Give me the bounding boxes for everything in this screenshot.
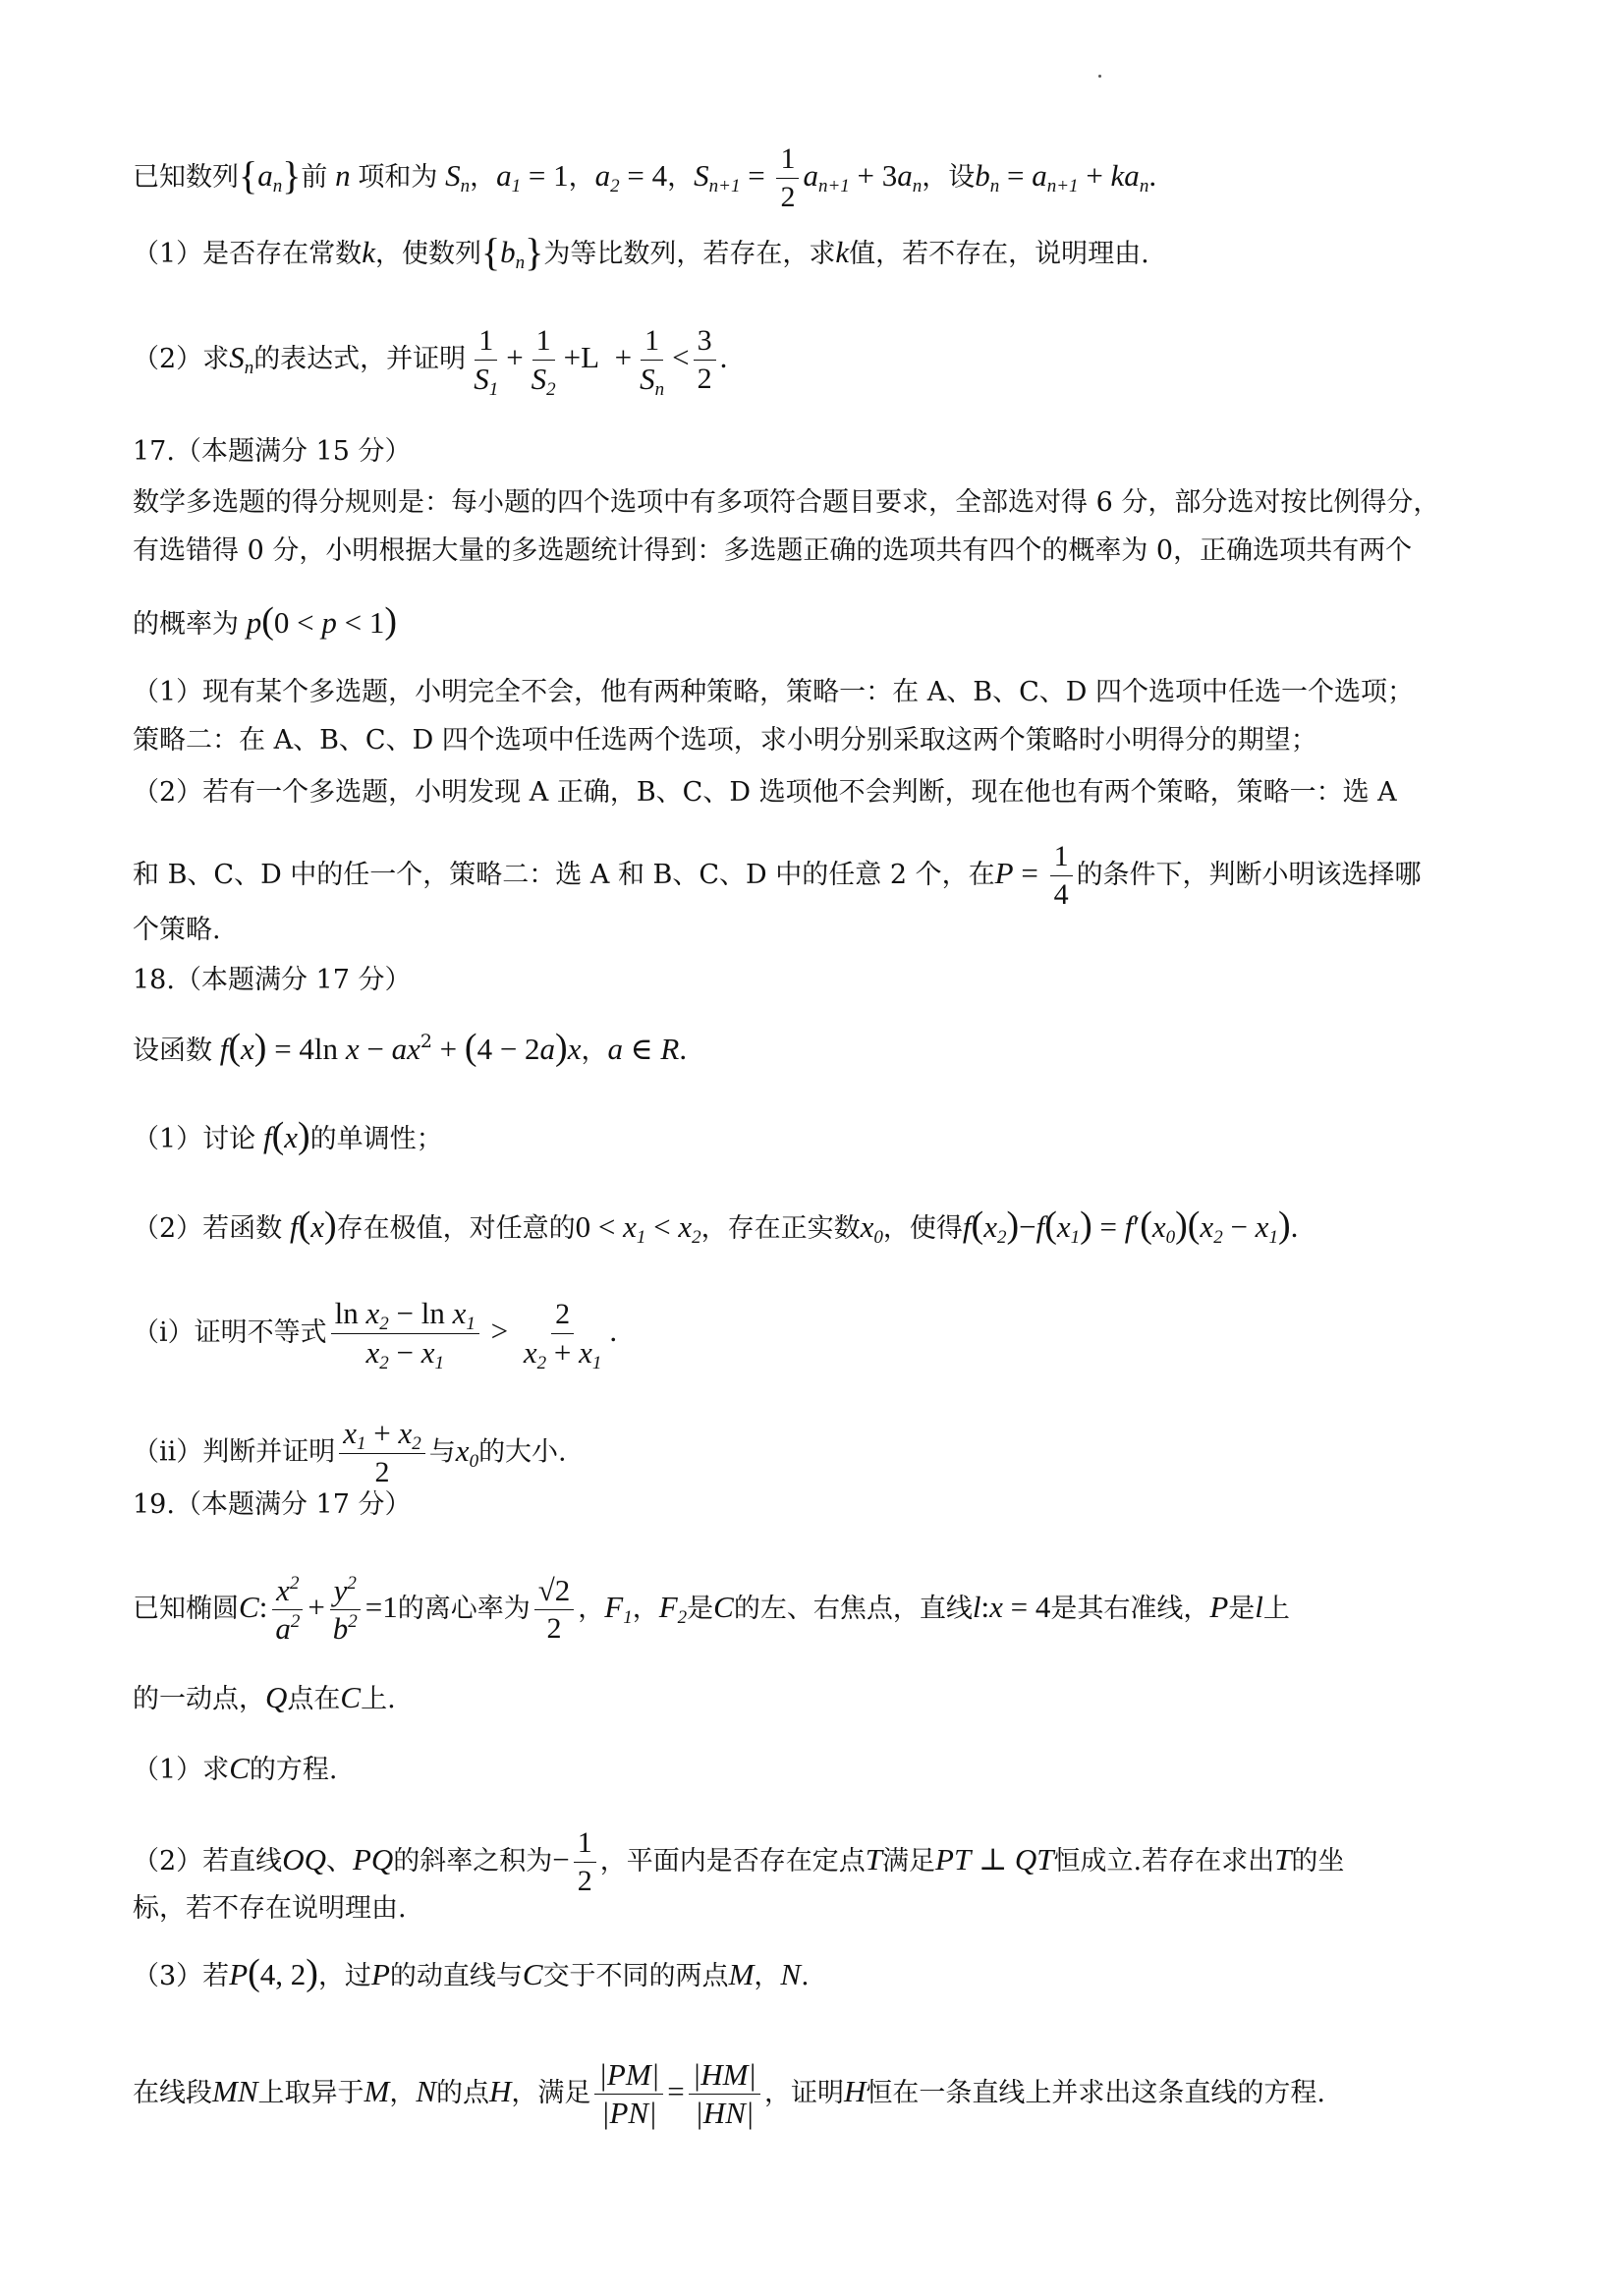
q19-intro-2: 的一动点，Q点在C上. xyxy=(133,1680,396,1714)
q18-part2: （2）若函数 f(x)存在极值，对任意的$0 < x_1 < x_2$，存在正实数$x_0$，使得$f(x_2)-f(x_1) = f'(x_0)(x_2 - x_1)$. xyxy=(133,1204,1299,1248)
q18-part-ii: （ⅱ）判断并证明 $\frac{x_1 + x_2}{2}$ 与$x_0$的大小. xyxy=(133,1416,567,1488)
q17-intro-1: 数学多选题的得分规则是：每小题的四个选项中有多项符合题目要求，全部选对得 6 分，部分选对按比例得分， xyxy=(133,487,1440,518)
q17-part2-line1: （2）若有一个多选题，小明发现 A 正确，B、C、D 选项他不会判断，现在他也有两个策略，策略一：选 A xyxy=(133,777,1397,808)
q19-part2-line2: 标，若不存在说明理由. xyxy=(133,1893,407,1924)
q16-part2: （2）求$S_n$的表达式，并证明 $\frac{1}{S_1}$ + $\frac{1}{S_2}$ +L + $\frac{1}{S_n}$ < $\frac{3}{2}$ . xyxy=(133,324,728,400)
q17-heading: 17.（本题满分 15 分） xyxy=(133,436,412,467)
q17-intro-3: 的概率为 p(0 < p < 1) xyxy=(133,600,398,642)
q18-intro: 设函数 f(x) = 4ln $x - ax^2 + (4 - 2a)x$，a ∈ R. xyxy=(133,1027,688,1068)
scan-speck xyxy=(1098,75,1101,78)
q16-part1: （1）是否存在常数k，使数列$\{b_n\}$为等比数列，若存在，求k值，若不存在，说明理由. xyxy=(133,230,1149,274)
q18-heading: 18.（本题满分 17 分） xyxy=(133,965,412,995)
q19-part3-line1: （3）若P(4, 2)，过P的动直线与C交于不同的两点M，N. xyxy=(133,1952,810,1993)
q17-part2-line3: 个策略. xyxy=(133,915,221,945)
q17-part1-line2: 策略二：在 A、B、C、D 四个选项中任选两个选项，求小明分别采取这两个策略时小明得分的期望； xyxy=(133,725,1317,756)
q18-part1: （1）讨论 f(x)的单调性； xyxy=(133,1115,443,1156)
q19-part2-line1: （2）若直线OQ、PQ的斜率之积为− $\frac{1}{2}$ ，平面内是否存在定点T满足PT ⊥ QT恒成立.若存在求出T的坐 xyxy=(133,1826,1345,1897)
q19-part1: （1）求C的方程. xyxy=(133,1751,338,1785)
q17-part2-line2: 和 B、C、D 中的任一个，策略二：选 A 和 B、C、D 中的任意 2 个，在P = $\frac{1}{4}$ 的条件下，判断小明该选择哪 xyxy=(133,840,1422,911)
q18-part-i: （ⅰ）证明不等式 $\frac{\ln x_2 - \ln x_1}{x_2 - x_1}$ > $\frac{2}{x_2 + x_1}$ . xyxy=(133,1296,618,1373)
q17-part1-line1: （1）现有某个多选题，小明完全不会，他有两种策略，策略一：在 A、B、C、D 四个选项中任选一个选项； xyxy=(133,677,1414,707)
q16-intro: 已知数列$\{a_n\}$前 n 项和为 $S_n$，$a_1 = 1$，$a_2 = 4$，$S_{n+1}$ = $\frac{1}{2}$ $a_{n+1} + 3a_n$，设$b_n = a_{n+1} + ka_n$. xyxy=(133,142,1157,213)
q19-part3-line2: 在线段MN上取异于M，N的点H，满足 $\frac{|PM|}{|PN|}$ = $\frac{|HM|}{|HN|}$ ，证明H恒在一条直线上并求出这条直线的方程. xyxy=(133,2057,1325,2130)
q17-intro-2: 有选错得 0 分，小明根据大量的多选题统计得到：多选题正确的选项共有四个的概率为 0，正确选项共有两个 xyxy=(133,535,1413,566)
q19-intro-1: 已知椭圆C: $\frac{x^2}{a^2}$ + $\frac{y^2}{b^2}$ =1的离心率为 $\frac{√2}{2}$ ，$F_1$，$F_2$是C的左、右焦点，直线l:x = 4是其右准线，P是l上 xyxy=(133,1573,1290,1646)
q19-heading: 19.（本题满分 17 分） xyxy=(133,1489,412,1520)
